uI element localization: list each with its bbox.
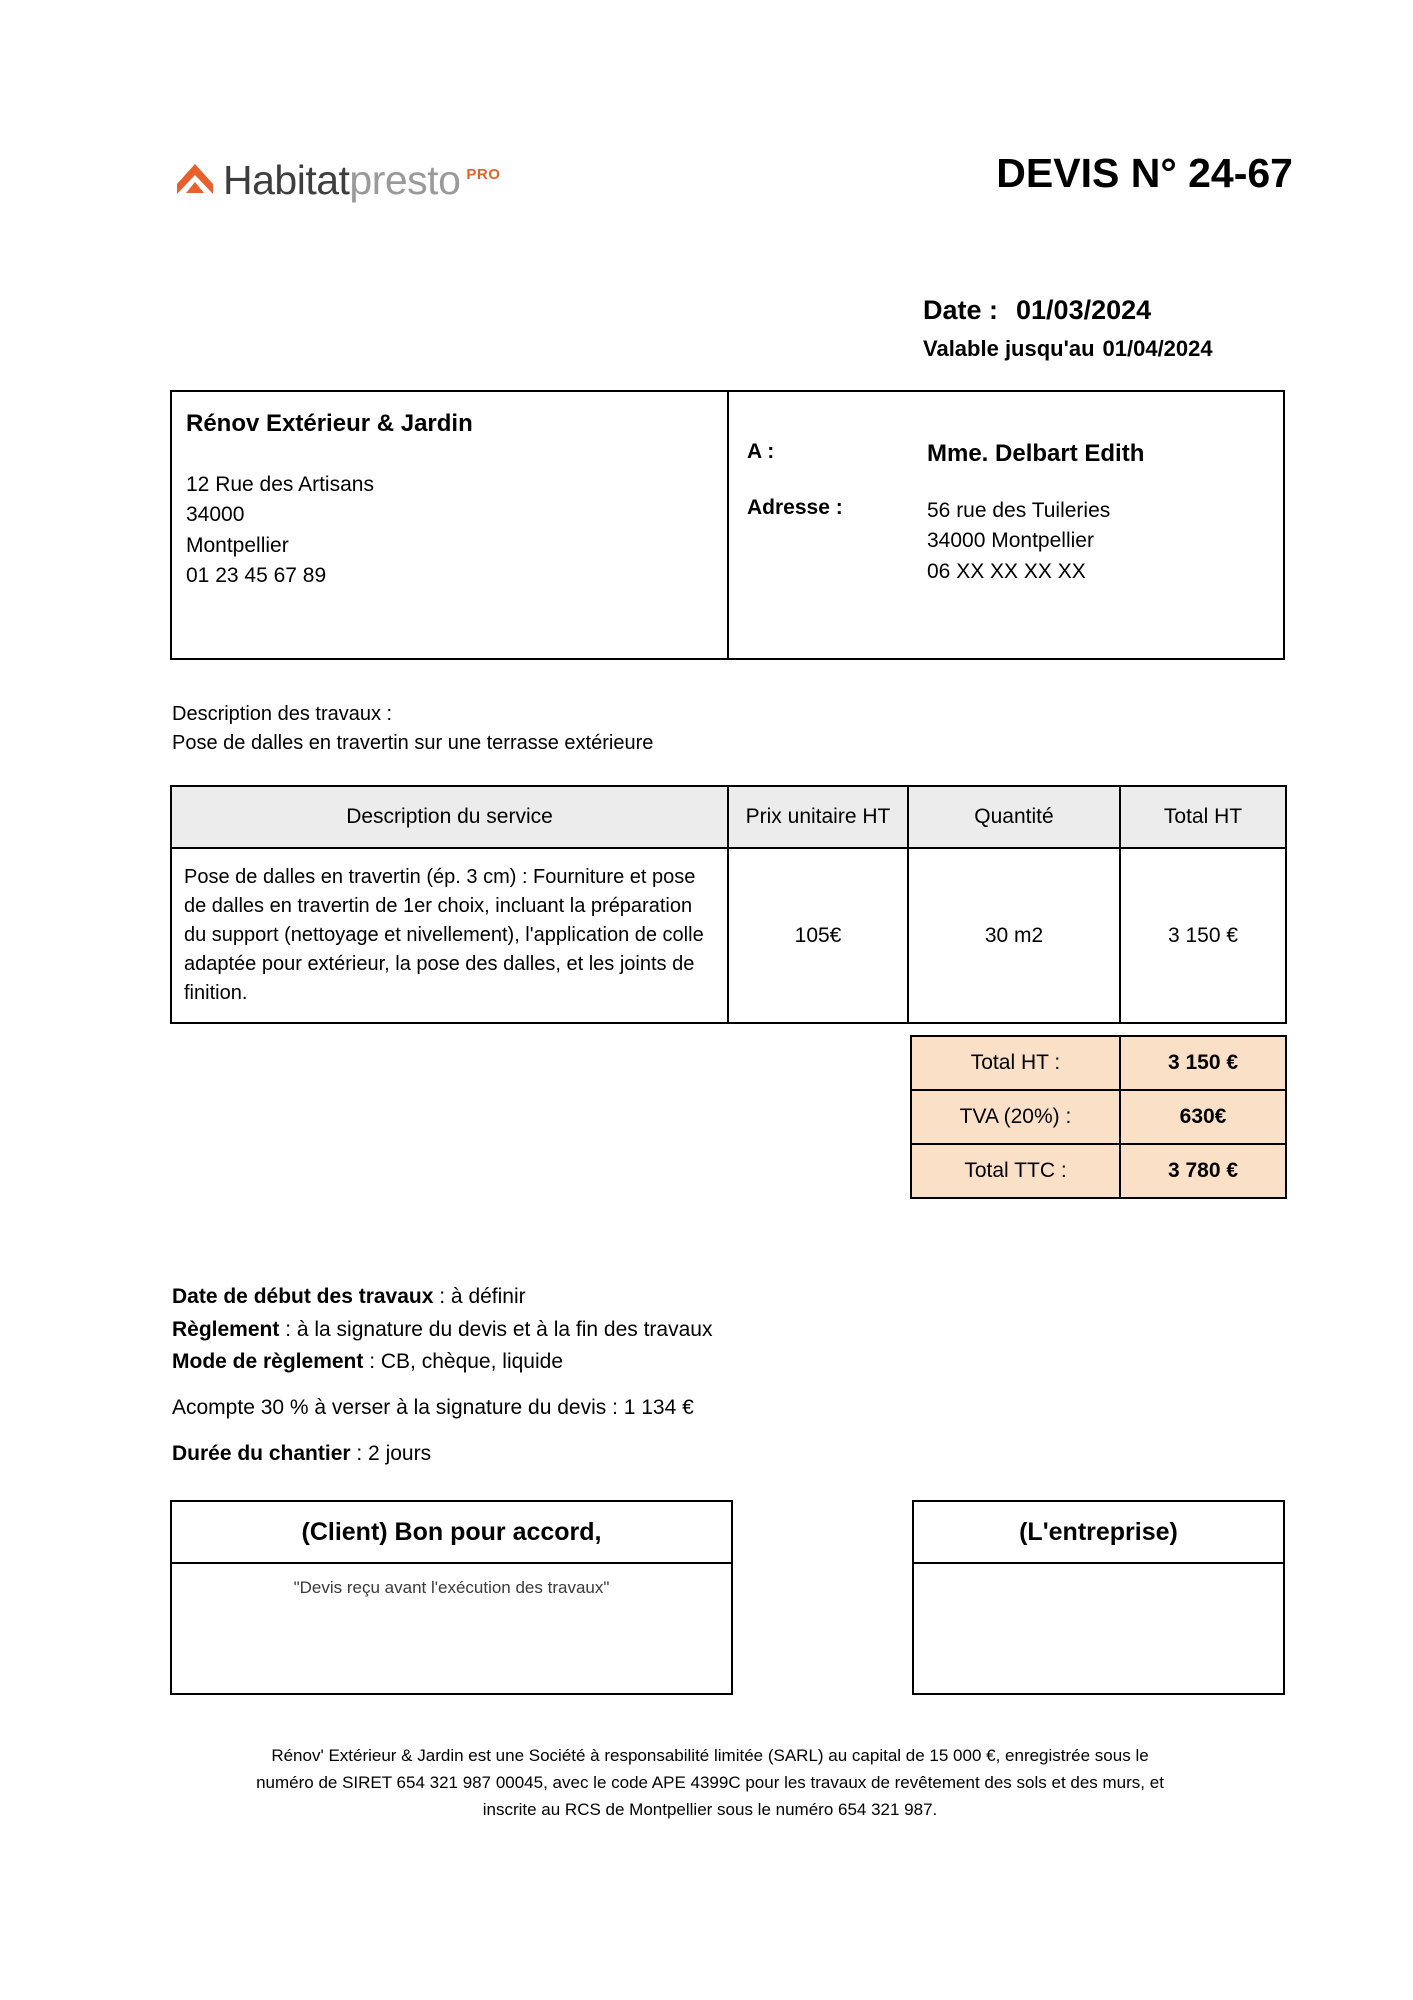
date-block (913, 295, 1293, 362)
works-description-summary: Pose de dalles en travertin sur une terrasse extérieure (172, 732, 654, 754)
client-address-lines (927, 496, 1110, 587)
validity-row (913, 336, 1293, 362)
company-signature-title: (L'entreprise) (914, 1502, 1283, 1564)
company-signature-area (914, 1564, 1283, 1578)
items-table-container (170, 785, 1285, 1024)
legal-footer-line1: Rénov' Extérieur & Jardin est une Société à responsabilité limitée (SARL) au capital de 15 000 €, enregistrée sous le (271, 1746, 1149, 1765)
terms-block (172, 1283, 1072, 1473)
date-label: Date : (923, 295, 999, 325)
company-name: Rénov Extérieur & Jardin (186, 410, 473, 437)
term-start-date-label: Date de début des travaux (172, 1285, 434, 1308)
company-city: Montpellier (186, 533, 289, 557)
parties-box (170, 390, 1285, 660)
client-address-row (747, 496, 1283, 587)
total-ht-value: 3 150 € (1120, 1036, 1286, 1090)
client-address-line1: 56 rue des Tuileries (927, 499, 1111, 522)
term-start-date-value: : à définir (433, 1285, 526, 1308)
client-name-row (747, 440, 1283, 468)
term-payment-method (172, 1348, 1072, 1376)
term-payment (172, 1316, 1072, 1344)
term-payment-label: Règlement (172, 1317, 280, 1341)
term-duration (172, 1440, 1072, 1468)
page-title: DEVIS N° 24-67 (996, 150, 1293, 196)
date-value: 01/03/2024 (1016, 295, 1152, 325)
cell-description: Pose de dalles en travertin (ép. 3 cm) : Fourniture et pose de dalles en travertin de 1er choix, incluant la préparation du support (nettoyage et nivellement), l'application de colle adaptée pour extérieur, la pose des dalles, et les joints de finition. (171, 848, 728, 1023)
totals-row-tva (911, 1090, 1286, 1144)
col-header-description: Description du service (171, 786, 728, 848)
company-phone: 01 23 45 67 89 (186, 564, 327, 588)
validity-label: Valable jusqu'au (923, 336, 1095, 361)
house-roof-icon (175, 160, 215, 200)
company-signature-box[interactable] (912, 1500, 1285, 1695)
cell-total: 3 150 € (1120, 848, 1286, 1023)
term-duration-label: Durée du chantier (172, 1441, 351, 1465)
totals-container (910, 1035, 1285, 1199)
client-name-label: A : (747, 440, 775, 463)
col-header-total: Total HT (1120, 786, 1286, 848)
col-header-unit-price: Prix unitaire HT (728, 786, 908, 848)
company-postal-code: 34000 (186, 503, 245, 527)
totals-row-ttc (911, 1144, 1286, 1198)
client-address-label: Adresse : (747, 496, 843, 519)
items-table (170, 785, 1287, 1024)
table-header-row (171, 786, 1286, 848)
total-ttc-value: 3 780 € (1120, 1144, 1286, 1198)
client-address-line2: 34000 Montpellier (927, 529, 1094, 553)
legal-footer-line3: inscrite au RCS de Montpellier sous le numéro 654 321 987. (482, 1800, 938, 1820)
col-header-quantity: Quantité (908, 786, 1120, 848)
company-info (172, 392, 729, 658)
works-description (172, 700, 653, 758)
legal-footer-line2: numéro de SIRET 654 321 987 00045, avec le code APE 4399C pour les travaux de revêtement des sols et des murs, et (256, 1773, 1164, 1793)
validity-value: 01/04/2024 (1102, 336, 1213, 361)
company-street: 12 Rue des Artisans (186, 473, 374, 496)
term-payment-method-label: Mode de règlement (172, 1350, 364, 1374)
client-signature-box[interactable] (170, 1500, 733, 1695)
logo-text-bold: Habitat (223, 156, 350, 203)
habitatpresto-logo (175, 150, 500, 210)
logo-pro-badge: PRO (466, 165, 501, 183)
totals-table-body (911, 1036, 1286, 1198)
total-ht-label: Total HT : (911, 1036, 1120, 1090)
client-address-line3: 06 XX XX XX XX (927, 559, 1086, 583)
term-start-date (172, 1283, 1072, 1311)
term-payment-method-value: : CB, chèque, liquide (363, 1350, 563, 1374)
client-name-value: Mme. Delbart Edith (927, 440, 1145, 467)
items-table-body (171, 848, 1286, 1023)
items-table-head (171, 786, 1286, 848)
document-header (0, 150, 1413, 230)
cell-quantity: 30 m2 (908, 848, 1120, 1023)
works-description-title: Description des travaux : (172, 703, 393, 725)
logo-wordmark (223, 156, 501, 203)
term-payment-value: : à la signature du devis et à la fin des travaux (279, 1317, 713, 1341)
totals-table (910, 1035, 1287, 1199)
quote-date-row (913, 295, 1293, 326)
legal-footer (160, 1742, 1260, 1824)
tva-label: TVA (20%) : (911, 1090, 1120, 1144)
logo-text-light: presto (349, 156, 461, 203)
table-row (171, 848, 1286, 1023)
total-ttc-label: Total TTC : (911, 1144, 1120, 1198)
term-duration-value: : 2 jours (350, 1441, 432, 1465)
tva-value: 630€ (1120, 1090, 1286, 1144)
client-info (729, 392, 1283, 658)
client-signature-note: "Devis reçu avant l'exécution des travaux" (293, 1578, 610, 1597)
cell-unit-price: 105€ (728, 848, 908, 1023)
term-deposit: Acompte 30 % à verser à la signature du devis : 1 134 € (172, 1396, 694, 1420)
client-signature-title: (Client) Bon pour accord, (172, 1502, 731, 1564)
totals-row-ht (911, 1036, 1286, 1090)
